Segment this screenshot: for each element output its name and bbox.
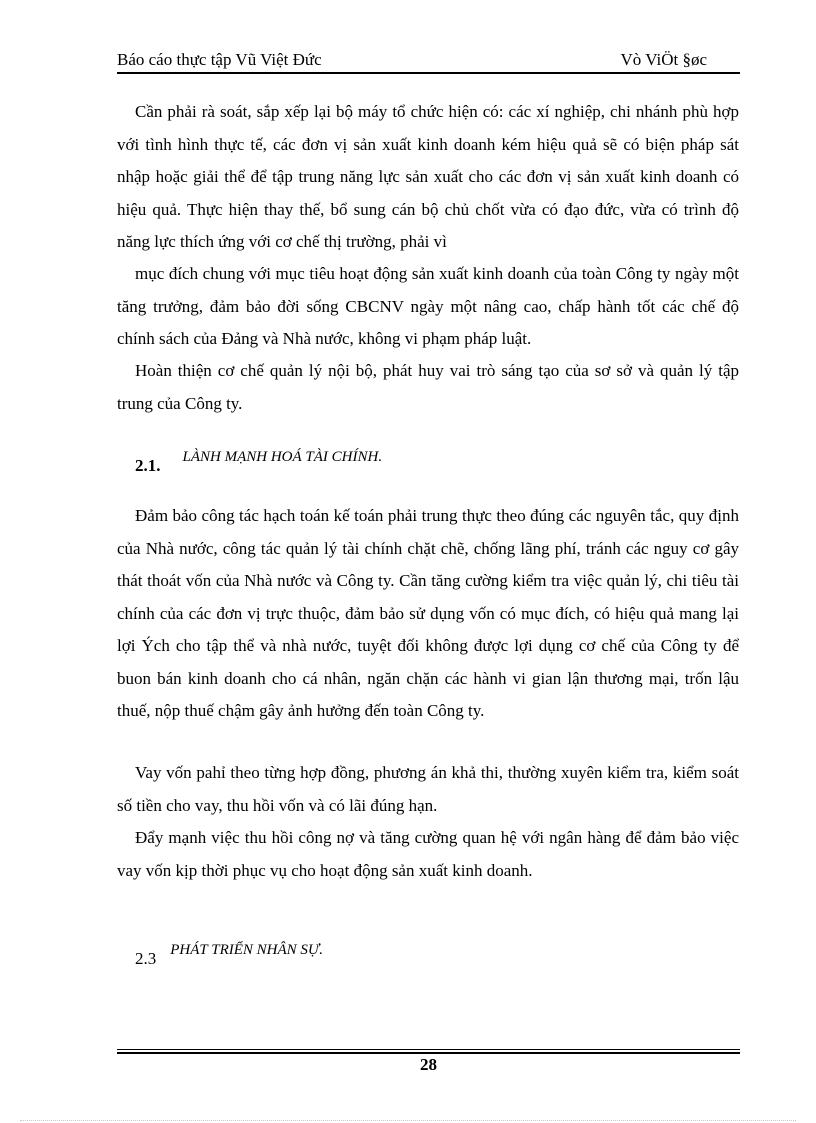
paragraph-accounting: Đảm bảo công tác hạch toán kế toán phải trung thực theo đúng các nguyên tắc, quy định của Nhà nước, công tác quản lý tài chính chặt chẽ, chống lãng phí, tránh các nguy cơ gây thát thoát vốn của Nhà nước và Công ty. Cần tăng cường kiểm tra việc quản lý, chi tiêu tài chính của các đơn vị trực thuộc, đảm bảo sử dụng vốn có mục đích, có hiệu quả mang lại lợi Ých cho tập thể và nhà nước, tuyệt đối không được lợi dụng cơ chế của Công ty để buon bán kinh doanh cho cá nhân, ngăn chặn các hành vi gian lận thương mại, trốn lậu thuế, nộp thuế chậm gây ảnh hưởng đến toàn Công ty.	[117, 506, 739, 720]
page-number: 28	[420, 1055, 437, 1074]
section-number: 2.1.	[135, 456, 161, 475]
paragraph-debt-collection: Đẩy mạnh việc thu hồi công nợ và tăng cường quan hệ với ngân hàng để đảm bảo việc vay vốn kịp thời phục vụ cho hoạt động sản xuất kinh doanh.	[117, 828, 739, 880]
footer-rule-thin	[117, 1049, 740, 1050]
header-title: Báo cáo thực tập Vũ Việt Đức	[117, 50, 322, 69]
paragraph-internal-management: Hoàn thiện cơ chế quản lý nội bộ, phát huy vai trò sáng tạo của sơ sở và quản lý tập trung của Công ty.	[117, 361, 739, 413]
page-header	[117, 50, 739, 72]
header-rule	[117, 72, 740, 74]
paragraph-common-goal: mục đích chung với mục tiêu hoạt động sản xuất kinh doanh của toàn Công ty ngày một tăng trưởng, đảm bảo đời sống CBCNV ngày một nâng cao, chấp hành tốt các chế độ chính sách của Đảng và Nhà nước, không vi phạm pháp luật.	[117, 264, 739, 348]
section-heading-2-1	[135, 449, 383, 475]
header-author: Vò ViÖt §øc	[620, 50, 707, 69]
paragraph-loans: Vay vốn pahỉ theo từng hợp đồng, phương án khả thi, thường xuyên kiểm tra, kiểm soát số tiền cho vay, thu hồi vốn và có lãi đúng hạn.	[117, 763, 739, 815]
footer-rule-thick	[117, 1052, 740, 1054]
page-bottom-edge	[20, 1120, 796, 1121]
section-title: PHÁT TRIỂN NHÂN SỰ.	[170, 942, 323, 958]
paragraph-restructure: Cần phải rà soát, sắp xếp lại bộ máy tổ chức hiện có: các xí nghiệp, chi nhánh phù hợp với tình hình thực tế, các đơn vị sản xuất kinh doanh kém hiệu quả sẽ có biện pháp sát nhập hoặc giải thể để tập trung năng lực sản xuất cho các đơn vị sản xuất kinh doanh có hiệu quả. Thực hiện thay thế, bổ sung cán bộ chủ chốt vừa có đạo đức, vừa có trình độ năng lực thích ứng với cơ chế thị trường, phải vì	[117, 102, 739, 251]
section-heading-2-3	[135, 941, 323, 968]
section-number: 2.3	[135, 949, 157, 968]
section-title: LÀNH MẠNH HOÁ TÀI CHÍNH.	[182, 449, 383, 465]
